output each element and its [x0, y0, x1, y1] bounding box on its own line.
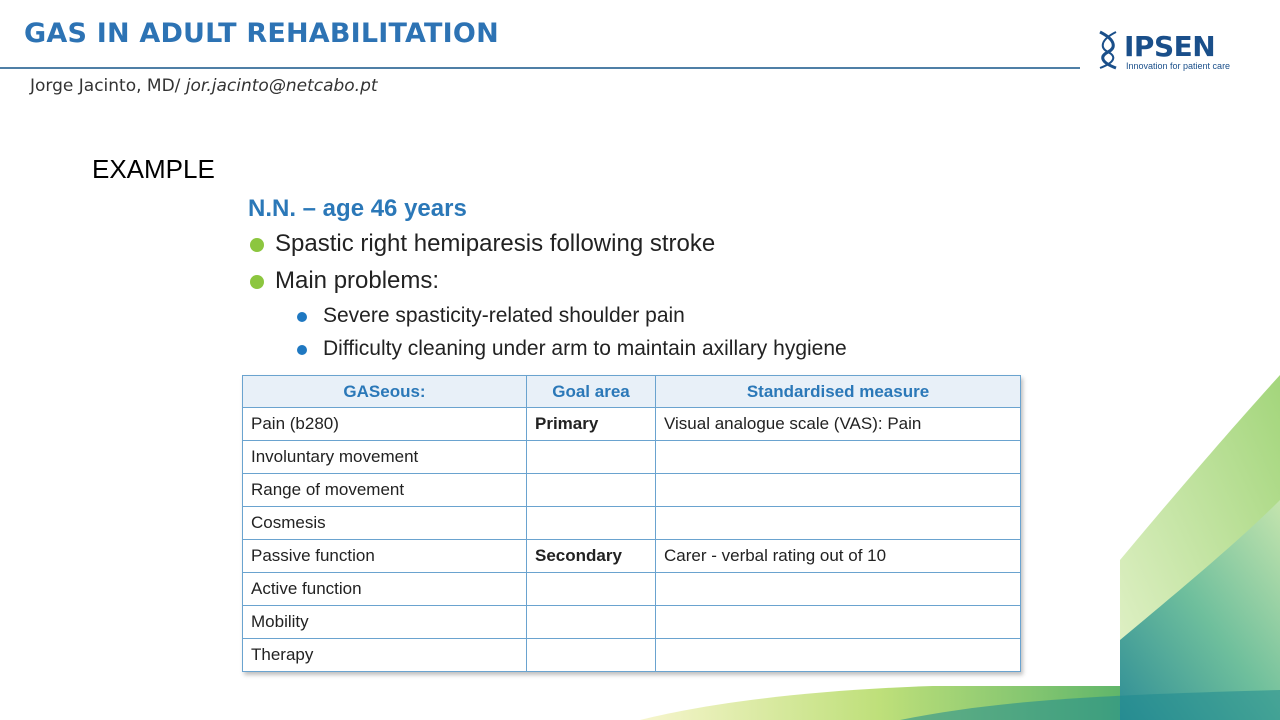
author-line	[30, 76, 378, 96]
table-row	[243, 408, 1021, 441]
area-cell: Passive function	[243, 540, 527, 573]
goal-cell: Secondary	[527, 540, 656, 573]
table-row	[243, 606, 1021, 639]
header-standardised-measure: Standardised measure	[656, 376, 1021, 408]
goal-cell	[527, 441, 656, 474]
goal-cell: Primary	[527, 408, 656, 441]
measure-cell	[656, 474, 1021, 507]
sub-bullet-text: Difficulty cleaning under arm to maintain axillary hygiene	[323, 337, 847, 360]
bullet-text: Main problems:	[275, 267, 440, 294]
gas-table	[242, 375, 1021, 672]
bullet-text: Spastic right hemiparesis following stroke	[275, 230, 716, 257]
table-row	[243, 639, 1021, 672]
logo-tagline: Innovation for patient care	[1126, 61, 1231, 71]
area-cell: Cosmesis	[243, 507, 527, 540]
title-divider	[0, 67, 1080, 69]
area-cell: Range of movement	[243, 474, 527, 507]
case-title: N.N. – age 46 years	[248, 195, 467, 222]
measure-cell	[656, 507, 1021, 540]
sub-bullet-text: Severe spasticity-related shoulder pain	[323, 304, 685, 327]
measure-cell	[656, 639, 1021, 672]
slide-title: GAS IN ADULT REHABILITATION	[24, 18, 499, 49]
table-row	[243, 507, 1021, 540]
area-cell: Therapy	[243, 639, 527, 672]
table-header-row	[243, 376, 1021, 408]
table-row	[243, 441, 1021, 474]
table-row	[243, 573, 1021, 606]
header-goal-area: Goal area	[527, 376, 656, 408]
measure-cell	[656, 573, 1021, 606]
area-cell: Involuntary movement	[243, 441, 527, 474]
header-gaseous: GASeous:	[243, 376, 527, 408]
measure-cell: Visual analogue scale (VAS): Pain	[656, 408, 1021, 441]
bullet-dot-icon	[250, 238, 264, 252]
goal-cell	[527, 606, 656, 639]
area-cell: Mobility	[243, 606, 527, 639]
ipsen-logo	[1094, 30, 1254, 74]
measure-cell	[656, 441, 1021, 474]
sub-bullet-dot-icon	[297, 345, 307, 355]
area-cell: Pain (b280)	[243, 408, 527, 441]
dna-helix-icon	[1094, 30, 1122, 70]
goal-cell	[527, 573, 656, 606]
goal-cell	[527, 474, 656, 507]
table-row	[243, 540, 1021, 573]
measure-cell	[656, 606, 1021, 639]
author-name: Jorge Jacinto, MD/	[30, 76, 186, 96]
author-email[interactable]: jor.jacinto@netcabo.pt	[185, 76, 378, 96]
goal-cell	[527, 639, 656, 672]
goal-cell	[527, 507, 656, 540]
sub-bullet-dot-icon	[297, 312, 307, 322]
table-row	[243, 474, 1021, 507]
example-label: EXAMPLE	[92, 154, 215, 184]
logo-wordmark: IPSEN	[1124, 30, 1216, 63]
measure-cell: Carer - verbal rating out of 10	[656, 540, 1021, 573]
bullet-dot-icon	[250, 275, 264, 289]
area-cell: Active function	[243, 573, 527, 606]
